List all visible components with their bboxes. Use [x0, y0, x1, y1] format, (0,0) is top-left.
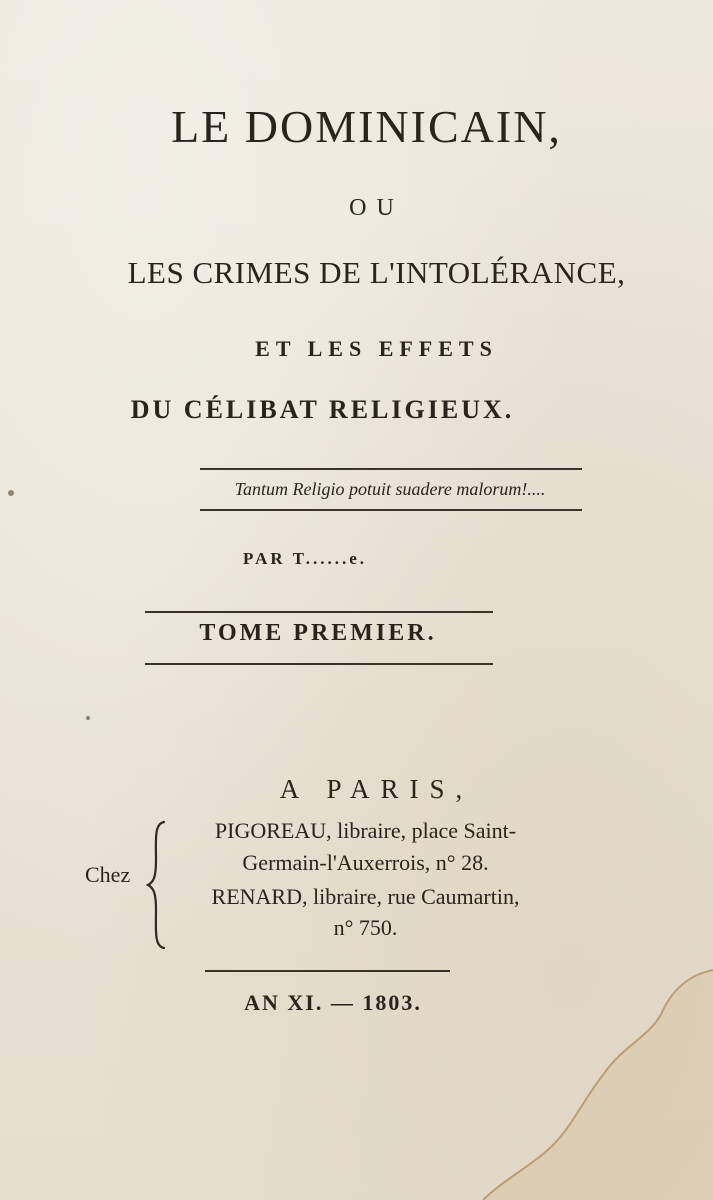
volume-bottom-rule	[145, 663, 493, 665]
book-title: LE DOMINICAIN,	[171, 101, 562, 152]
imprint-publisher-1: PIGOREAU, libraire, place Saint-	[214, 818, 517, 843]
author-line: PAR T......e.	[243, 549, 367, 568]
epigraph: Tantum Religio potuit suadere malorum!....	[234, 479, 546, 499]
imprint-publisher-2: RENARD, libraire, rue Caumartin,	[211, 884, 520, 909]
imprint-city: A PARIS,	[279, 774, 474, 804]
imprint-publisher-2-address: n° 750.	[333, 915, 398, 940]
imprint-publisher-1-address: Germain-l'Auxerrois, n° 28.	[242, 850, 489, 875]
title-conjunction: OU	[349, 195, 404, 221]
water-stain	[473, 950, 713, 1200]
curly-brace-icon	[146, 820, 170, 950]
epigraph-top-rule	[200, 468, 582, 470]
volume-top-rule	[145, 611, 493, 613]
book-subtitle: LES CRIMES DE L'INTOLÉRANCE,	[127, 255, 626, 290]
paper-speck	[86, 716, 90, 720]
book-subtitle-line-3: DU CÉLIBAT RELIGIEUX.	[130, 395, 515, 424]
volume-label: TOME PREMIER.	[199, 620, 437, 646]
paper-speck	[8, 490, 14, 496]
book-subtitle-line-2: ET LES EFFETS	[255, 336, 498, 361]
publication-date: AN XI. — 1803.	[244, 990, 422, 1015]
epigraph-bottom-rule	[200, 509, 582, 511]
imprint-chez: Chez	[85, 862, 131, 887]
imprint-rule	[205, 970, 450, 972]
